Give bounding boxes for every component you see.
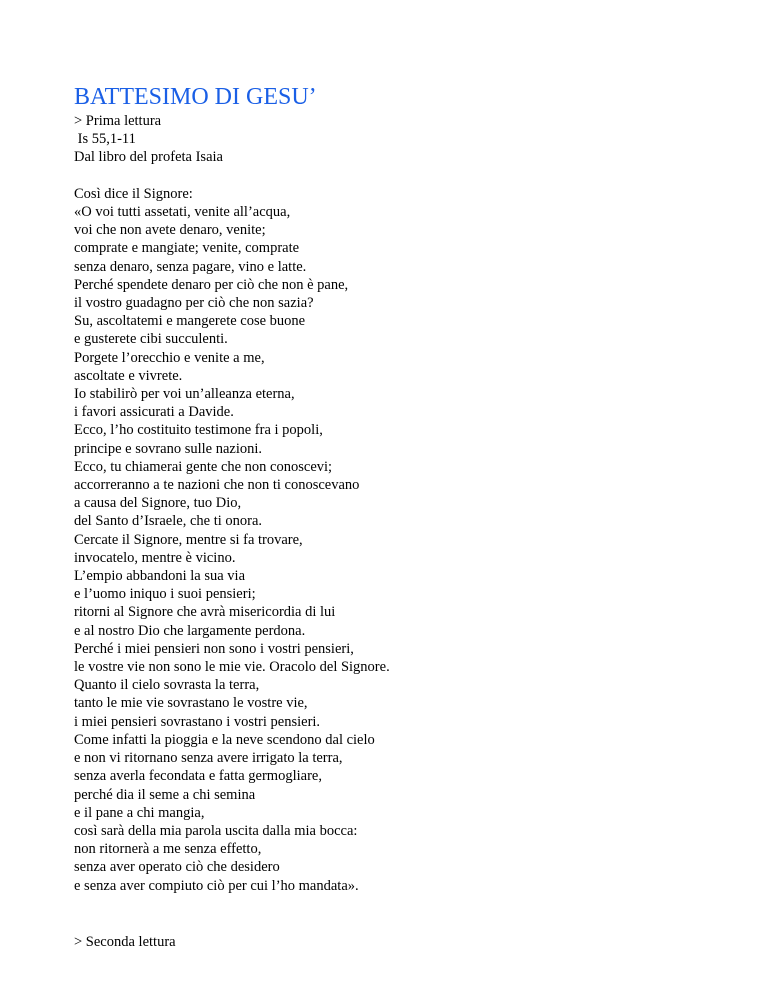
verse-line: del Santo d’Israele, che ti onora. (74, 513, 263, 530)
second-reading-heading: > Seconda lettura (74, 933, 176, 950)
verse-line: invocatelo, mentre è vicino. (74, 549, 236, 566)
verse-line: Su, ascoltatemi e mangerete cose buone (74, 313, 306, 330)
verse-line: non ritornerà a me senza effetto, (74, 841, 262, 858)
verse-line: Perché i miei pensieri non sono i vostri pensieri, (74, 640, 354, 657)
verse-line: ritorni al Signore che avrà misericordia di lui (74, 604, 336, 621)
page-title: BATTESIMO DI GESU’ (74, 84, 317, 110)
document-page (74, 82, 734, 951)
first-reading-heading: > Prima lettura (74, 113, 162, 129)
verse-line: accorreranno a te nazioni che non ti conoscevano (74, 477, 360, 494)
verse-line: Così dice il Signore: (74, 185, 193, 202)
first-reading-text (74, 185, 734, 895)
verse-line: perché dia il seme a chi semina (74, 786, 256, 803)
verse-line: Ecco, l’ho costituito testimone fra i popoli, (74, 422, 323, 439)
verse-line: comprate e mangiate; venite, comprate (74, 240, 300, 257)
verse-line: i favori assicurati a Davide. (74, 404, 234, 421)
verse-line: senza denaro, senza pagare, vino e latte. (74, 258, 307, 275)
first-reading-source: Dal libro del profeta Isaia (74, 149, 223, 166)
verse-line: tanto le mie vie sovrastano le vostre vie, (74, 695, 308, 712)
verse-line: e senza aver compiuto ciò per cui l’ho mandata». (74, 877, 359, 894)
verse-line: Come infatti la pioggia e la neve scendono dal cielo (74, 731, 375, 748)
verse-line: Cercate il Signore, mentre si fa trovare, (74, 531, 303, 548)
verse-line: Io stabilirò per voi un’alleanza eterna, (74, 386, 295, 403)
paragraph-gap (74, 167, 734, 185)
verse-line: ascoltate e vivrete. (74, 367, 183, 384)
verse-line: e il pane a chi mangia, (74, 804, 205, 821)
verse-line: i miei pensieri sovrastano i vostri pensieri. (74, 713, 321, 730)
verse-line: Ecco, tu chiamerai gente che non conoscevi; (74, 458, 333, 475)
verse-line: principe e sovrano sulle nazioni. (74, 440, 263, 457)
first-reading-header (74, 112, 734, 167)
verse-line: L’empio abbandoni la sua via (74, 568, 246, 585)
verse-line: e l’uomo iniquo i suoi pensieri; (74, 586, 256, 603)
verse-line: e al nostro Dio che largamente perdona. (74, 622, 306, 639)
verse-line: a causa del Signore, tuo Dio, (74, 495, 242, 512)
verse-line: le vostre vie non sono le mie vie. Oracolo del Signore. (74, 659, 390, 676)
verse-line: e non vi ritornano senza avere irrigato la terra, (74, 750, 343, 767)
verse-line: il vostro guadagno per ciò che non sazia? (74, 295, 314, 312)
verse-line: senza averla fecondata e fatta germogliare, (74, 768, 322, 785)
first-reading-reference: Is 55,1-11 (74, 131, 136, 148)
verse-line: Perché spendete denaro per ciò che non è pane, (74, 276, 349, 293)
verse-line: così sarà della mia parola uscita dalla mia bocca: (74, 822, 358, 839)
verse-line: «O voi tutti assetati, venite all’acqua, (74, 204, 291, 220)
verse-line: Porgete l’orecchio e venite a me, (74, 349, 265, 366)
verse-line: senza aver operato ciò che desidero (74, 859, 280, 876)
verse-line: voi che non avete denaro, venite; (74, 222, 266, 239)
verse-line: Quanto il cielo sovrasta la terra, (74, 677, 260, 694)
verse-line: e gusterete cibi succulenti. (74, 331, 228, 348)
